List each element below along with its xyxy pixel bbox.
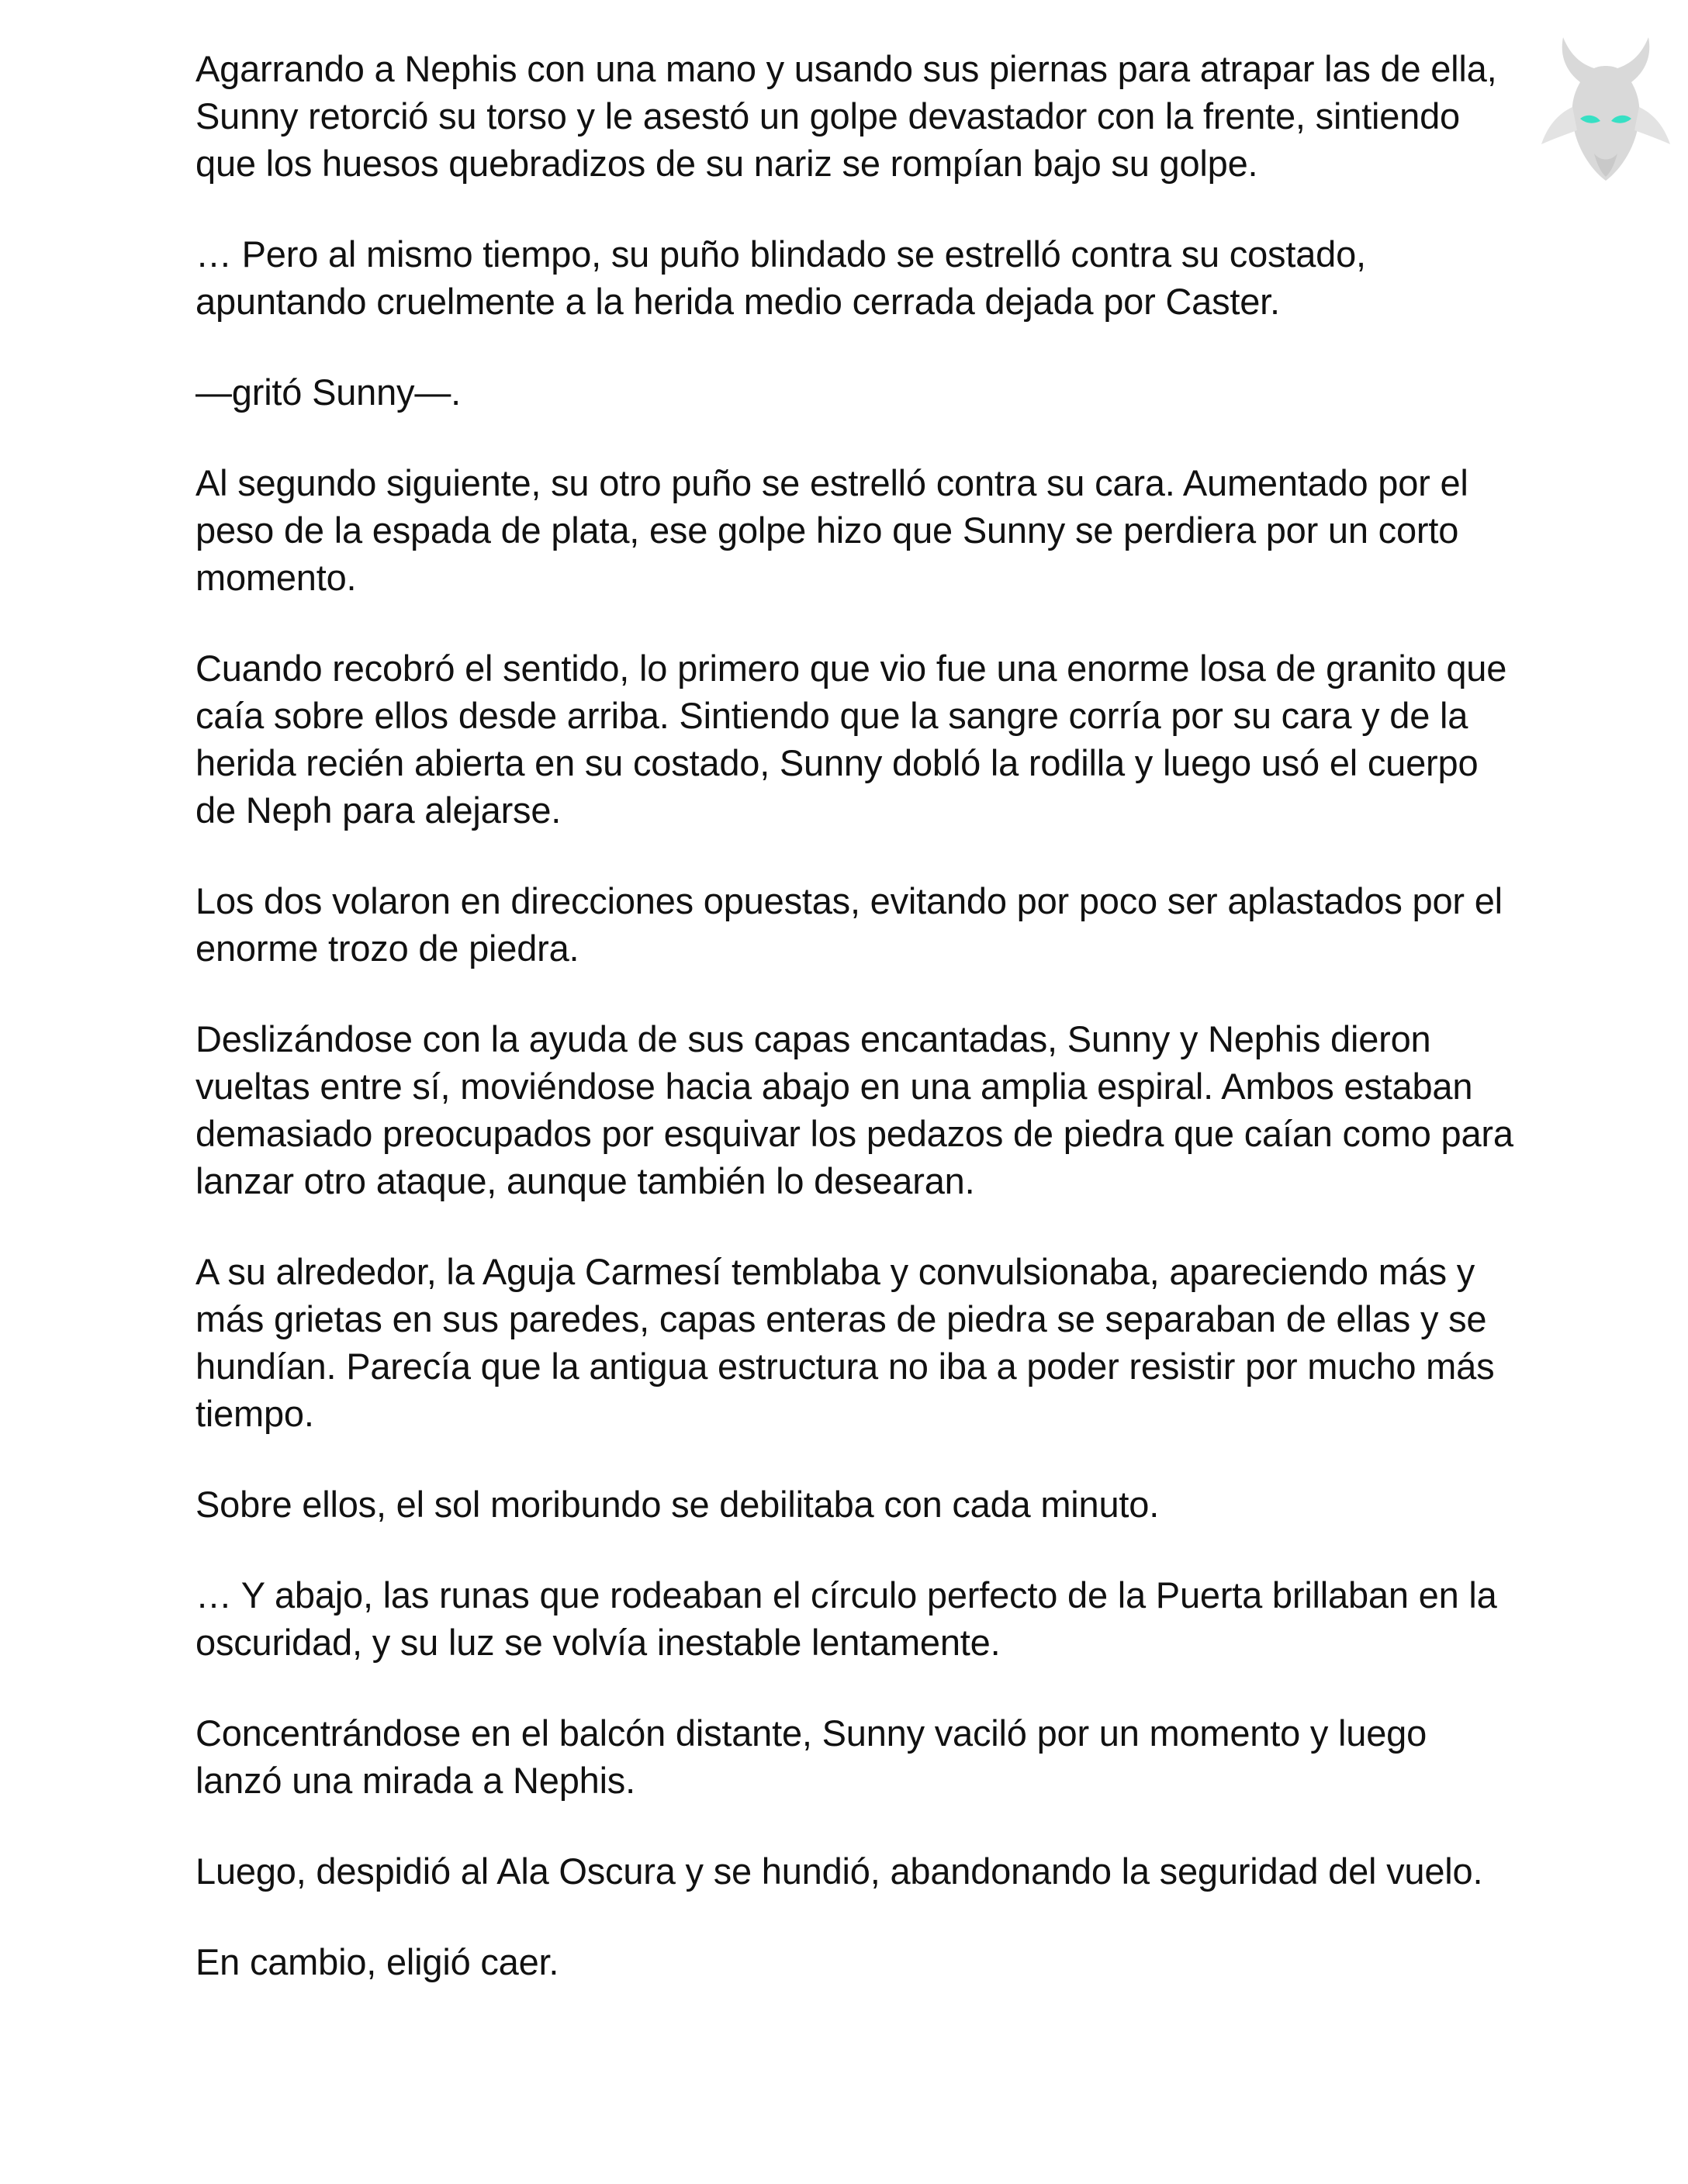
paragraph-12: Luego, despidió al Ala Oscura y se hundió, abandonando la seguridad del vuelo.	[195, 1851, 1483, 1892]
paragraph-5: Cuando recobró el sentido, lo primero que vio fue una enorme losa de granito que caía sobre ellos desde arriba. Sintiendo que la sangre corría por su cara y de la herida recién abierta en su costado, Sunny dobló la rodilla y luego usó el cuerpo de Neph para alejarse.	[195, 648, 1507, 831]
paragraph-6: Los dos volaron en direcciones opuestas, evitando por poco ser aplastados por el enorme trozo de piedra.	[195, 880, 1503, 969]
paragraph-8: A su alrededor, la Aguja Carmesí temblaba y convulsionaba, apareciendo más y más grietas en sus paredes, capas enteras de piedra se separaban de ellas y se hundían. Parecía que la antigua estructura no iba a poder resistir por mucho más tiempo.	[195, 1251, 1495, 1434]
paragraph-1: Agarrando a Nephis con una mano y usando sus piernas para atrapar las de ella, Sunny retorció su torso y le asestó un golpe devastador con la frente, sintiendo que los huesos quebradizos de su nariz se rompían bajo su golpe.	[195, 48, 1497, 184]
paragraph-13: En cambio, eligió caer.	[195, 1941, 559, 1982]
paragraph-7: Deslizándose con la ayuda de sus capas encantadas, Sunny y Nephis dieron vueltas entre sí, moviéndose hacia abajo en una amplia espiral. Ambos estaban demasiado preocupados por esquivar los pedazos de piedra que caían como para lanzar otro ataque, aunque también lo desearan.	[195, 1018, 1513, 1201]
horned-demon-logo-icon	[1532, 14, 1679, 192]
chapter-text	[195, 45, 1522, 2029]
paragraph-3: —gritó Sunny—.	[195, 371, 462, 413]
paragraph-2: … Pero al mismo tiempo, su puño blindado se estrelló contra su costado, apuntando cruelmente a la herida medio cerrada dejada por Caster.	[195, 233, 1366, 322]
paragraph-10: … Y abajo, las runas que rodeaban el círculo perfecto de la Puerta brillaban en la oscuridad, y su luz se volvía inestable lentamente.	[195, 1574, 1497, 1663]
paragraph-9: Sobre ellos, el sol moribundo se debilitaba con cada minuto.	[195, 1484, 1160, 1525]
paragraph-4: Al segundo siguiente, su otro puño se estrelló contra su cara. Aumentado por el peso de la espada de plata, ese golpe hizo que Sunny se perdiera por un corto momento.	[195, 462, 1468, 598]
paragraph-11: Concentrándose en el balcón distante, Sunny vaciló por un momento y luego lanzó una mirada a Nephis.	[195, 1712, 1427, 1801]
